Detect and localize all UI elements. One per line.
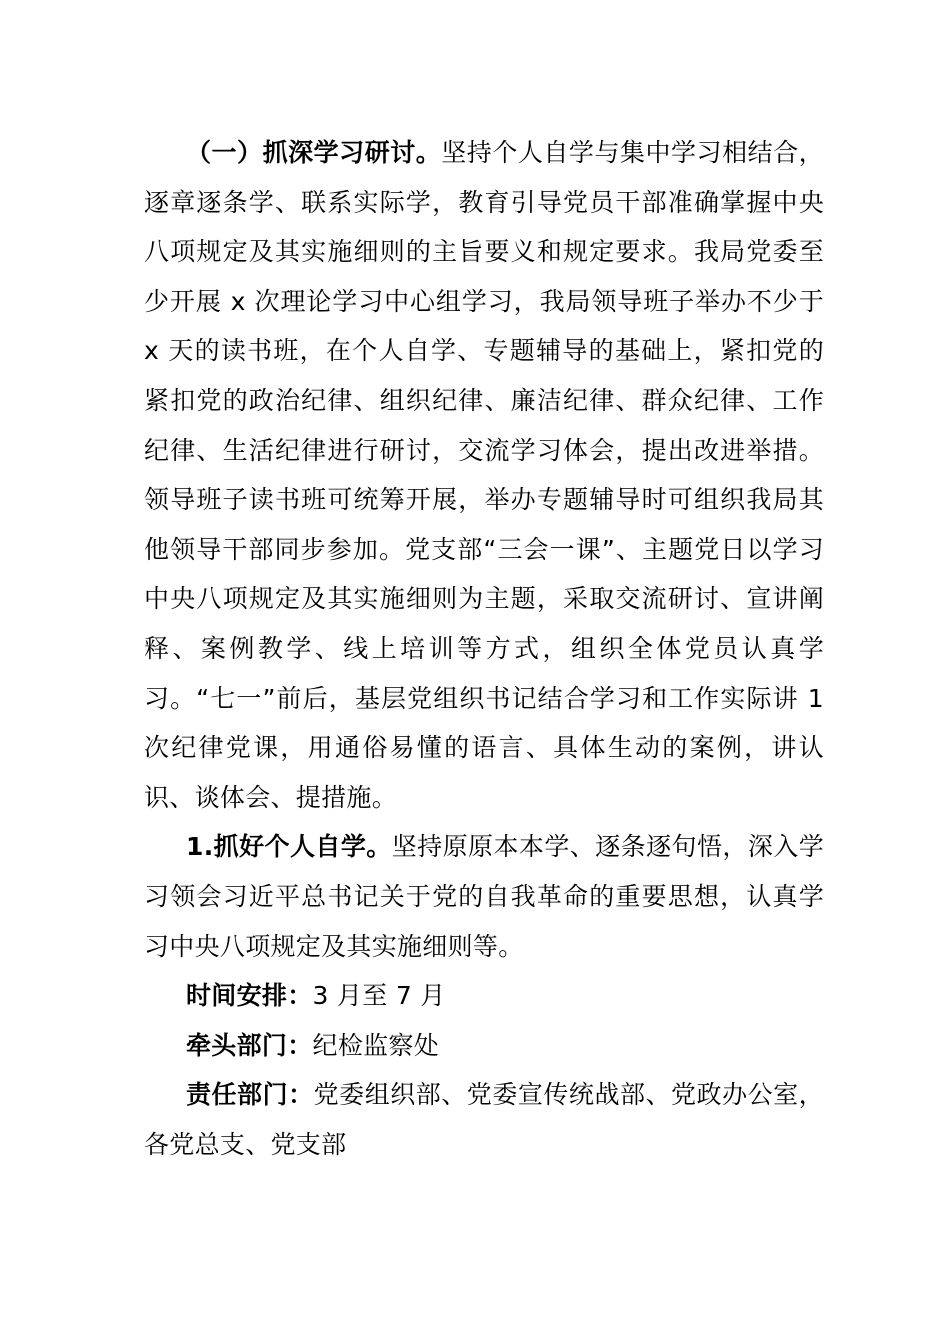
schedule-label: 时间安排： bbox=[186, 981, 313, 1011]
resp-dept-label: 责任部门： bbox=[186, 1080, 314, 1110]
section-one-paragraph bbox=[144, 128, 824, 822]
resp-dept-value: 党委组织部、党委宣传统战部、党政办公室，各党总支、党支部 bbox=[144, 1080, 824, 1159]
lead-dept-label: 牵头部门： bbox=[186, 1030, 313, 1060]
item-one-heading: 1.抓好个人自学。 bbox=[186, 832, 392, 862]
item-one-body: 坚持原原本本学、逐条逐句悟，深入学习领会习近平总书记关于党的自我革命的重要思想，认真学习中央八项规定及其实施细则等。 bbox=[144, 832, 825, 961]
lead-dept-line bbox=[144, 1021, 824, 1071]
section-one-heading: （一）抓深学习研讨。 bbox=[186, 138, 442, 167]
lead-dept-value: 纪检监察处 bbox=[312, 1030, 440, 1060]
document-page bbox=[144, 128, 824, 1169]
resp-dept-line bbox=[144, 1070, 824, 1169]
schedule-value: 3 月至 7 月 bbox=[312, 981, 446, 1011]
schedule-line bbox=[144, 971, 824, 1021]
item-one-paragraph bbox=[144, 822, 824, 971]
section-one-body: 坚持个人自学与集中学习相结合，逐章逐条学、联系实际学，教育引导党员干部准确掌握中央八项规定及其实施细则的主旨要义和规定要求。我局党委至少开展 x 次理论学习中心组学习，我局领导班子举办不少于 x 天的读书班，在个人自学、专题辅导的基础上，紧扣党的紧扣党的政治纪律、组织纪律、廉洁纪律、群众纪律、工作纪律、生活纪律进行研讨，交流学习体会，提出改进举措。领导班子读书班可统筹开展，举办专题辅导时可组织我局其他领导干部同步参加。党支部“三会一课”、主题党日以学习中央八项规定及其实施细则为主题，采取交流研讨、宣讲阐释、案例教学、线上培训等方式，组织全体党员认真学习。“七一”前后，基层党组织书记结合学习和工作实际讲 1 次纪律党课，用通俗易懂的语言、具体生动的案例，讲认识、谈体会、提措施。 bbox=[144, 138, 824, 812]
